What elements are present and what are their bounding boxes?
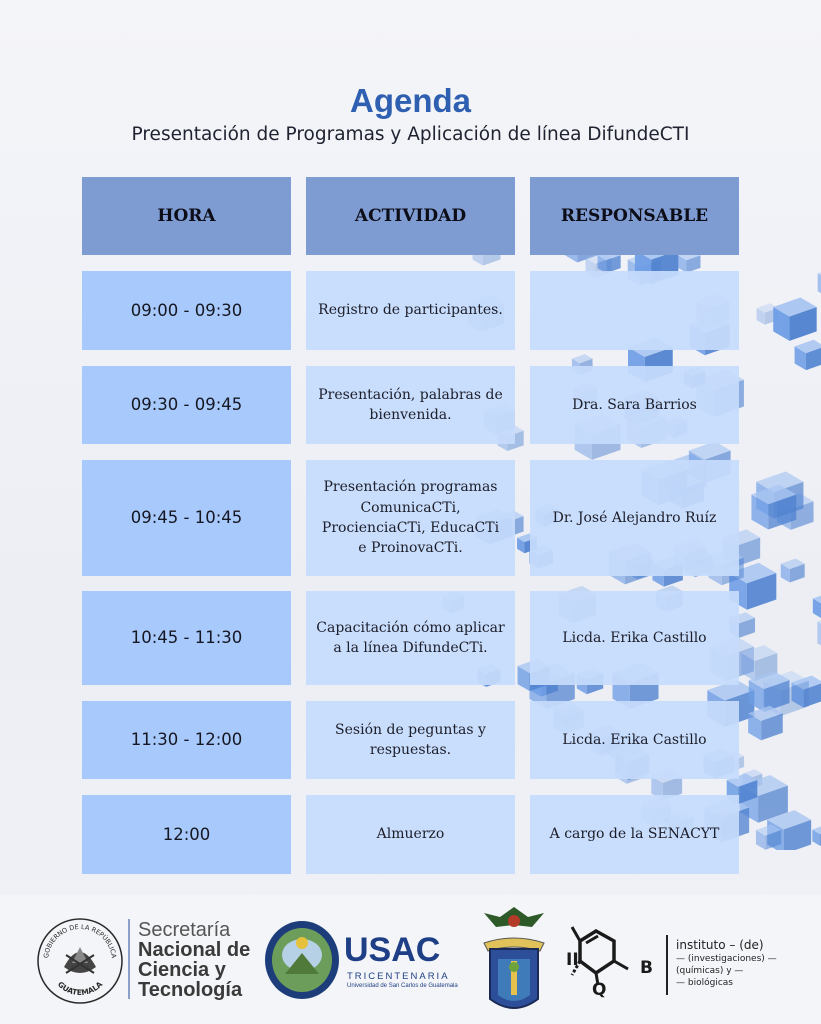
iiqb-mark-ii: II <box>566 950 579 970</box>
actividad-cell: Presentación programas ComunicaCTi, ProcienciaCTi, EducaCTi e ProinovaCTi. <box>306 460 515 576</box>
seal-ring-top: GOBIERNO DE LA REPÚBLICA <box>42 922 118 959</box>
iiqb-mark-b: B <box>640 958 653 978</box>
logo-divider <box>666 935 668 995</box>
gobierno-seal-logo <box>36 917 124 1005</box>
senacyt-line2: Nacional de <box>138 939 251 961</box>
iiqb-word-quimicas: químicas <box>679 966 720 976</box>
actividad-cell: Presentación, palabras de bienvenida. <box>306 366 515 444</box>
actividad-cell: Almuerzo <box>306 795 515 874</box>
cube-shape <box>773 297 816 340</box>
seal-ring-bottom: GUATEMALA <box>55 979 105 998</box>
iiqb-molecule-logo <box>562 923 658 1007</box>
usac-seal-logo <box>263 919 341 1001</box>
cube-shape <box>812 825 821 846</box>
hora-cell: 09:30 - 09:45 <box>82 366 291 444</box>
page-subtitle: Presentación de Programas y Aplicación de línea DifundeCTI <box>131 124 690 145</box>
usac-subtitle: Universidad de San Carlos de Guatemala <box>347 983 458 989</box>
responsable-cell: A cargo de la SENACYT <box>530 795 739 874</box>
column-header-hora: HORA <box>82 177 291 255</box>
faculty-emblem-logo <box>478 903 550 1019</box>
logo-strip <box>0 895 821 1024</box>
hora-cell: 09:00 - 09:30 <box>82 271 291 350</box>
page-title: Agenda <box>349 82 471 119</box>
cube-shape <box>813 593 821 619</box>
cube-shape <box>817 613 821 652</box>
cube-shape <box>795 340 821 370</box>
iiqb-word-y: y <box>726 966 732 976</box>
iiqb-mark-q: Q <box>592 980 607 1000</box>
senacyt-line3: Ciencia y <box>138 959 226 981</box>
usac-tagline: TRICENTENARIA <box>347 971 450 982</box>
logo-divider <box>128 919 130 999</box>
actividad-cell: Registro de participantes. <box>306 271 515 350</box>
hora-cell: 11:30 - 12:00 <box>82 701 291 779</box>
iiqb-word-instituto: instituto <box>676 938 726 952</box>
senacyt-line4: Tecnología <box>138 979 243 1001</box>
actividad-cell: Capacitación cómo aplicar a la línea DifundeCTi. <box>306 591 515 685</box>
responsable-cell <box>530 271 739 350</box>
usac-name: USAC <box>344 931 441 969</box>
responsable-cell: Licda. Erika Castillo <box>530 701 739 779</box>
column-header-responsable: RESPONSABLE <box>530 177 739 255</box>
hora-cell: 10:45 - 11:30 <box>82 591 291 685</box>
svg-text:GUATEMALA <box>56 980 104 998</box>
responsable-cell: Dra. Sara Barrios <box>530 366 739 444</box>
iiqb-word-de: de <box>743 938 759 952</box>
hora-cell: 12:00 <box>82 795 291 874</box>
hora-cell: 09:45 - 10:45 <box>82 460 291 576</box>
responsable-cell: Dr. José Alejandro Ruíz <box>530 460 739 576</box>
actividad-cell: Sesión de peguntas y respuestas. <box>306 701 515 779</box>
cube-shape <box>781 559 805 583</box>
iiqb-word-investigaciones: investigaciones <box>691 954 762 964</box>
iiqb-text-block: instituto – (de) — (investigaciones) — (químicas) y — — biológicas <box>676 938 777 988</box>
column-header-actividad: ACTIVIDAD <box>306 177 515 255</box>
responsable-cell: Licda. Erika Castillo <box>530 591 739 685</box>
iiqb-word-biologicas: biológicas <box>687 978 733 988</box>
senacyt-line1: Secretaría <box>138 919 231 941</box>
